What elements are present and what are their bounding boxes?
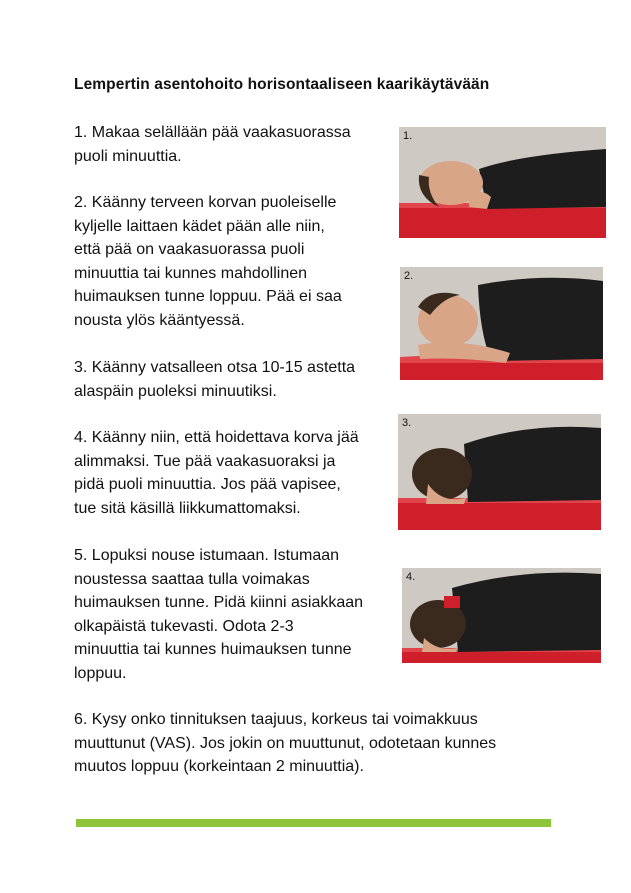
- photo-label: 1.: [403, 130, 413, 142]
- step-6: 6. Kysy onko tinnituksen taajuus, korkeus tai voimakkuus muuttunut (VAS). Jos jokin on muuttunut, odotetaan kunnes muutos loppuu (korkeintaan 2 minuuttia).: [74, 711, 497, 775]
- photo-label: 3.: [402, 417, 412, 429]
- photo-step-4: [402, 568, 601, 663]
- photo-step-2: [400, 267, 603, 380]
- photo-label: 4.: [406, 571, 416, 583]
- step-5: 5. Lopuksi nouse istumaan. Istumaan noustessa saattaa tulla voimakas huimauksen tunne. Pidä kiinni asiakkaan olkapäistä tukevasti. Odota 2-3 minuuttia tai kunnes huimauksen tunne loppuu.: [74, 547, 364, 682]
- step-4: 4. Käänny niin, että hoidettava korva jää alimmaksi. Tue pää vaakasuoraksi ja pidä puoli minuuttia. Jos pää vapisee, tue sitä käsillä liikkumattomaksi.: [74, 429, 359, 517]
- document-title: Lempertin asentohoito horisontaaliseen kaarikäytävään: [74, 76, 490, 93]
- photo-step-1: [399, 127, 606, 238]
- photo-label: 2.: [404, 270, 414, 282]
- accent-divider: [76, 819, 551, 827]
- step-3: 3. Käänny vatsalleen otsa 10-15 astetta alaspäin puoleksi minuutiksi.: [74, 359, 356, 400]
- photo-step-3: [398, 414, 601, 530]
- step-1: 1. Makaa selällään pää vaakasuorassa puoli minuuttia.: [74, 124, 351, 165]
- step-2: 2. Käänny terveen korvan puoleiselle kyljelle laittaen kädet pään alle niin, että pää on vaakasuorassa puoli minuuttia tai kunnes mahdollinen huimauksen tunne loppuu. Pää ei saa nousta ylös kääntyessä.: [74, 194, 342, 329]
